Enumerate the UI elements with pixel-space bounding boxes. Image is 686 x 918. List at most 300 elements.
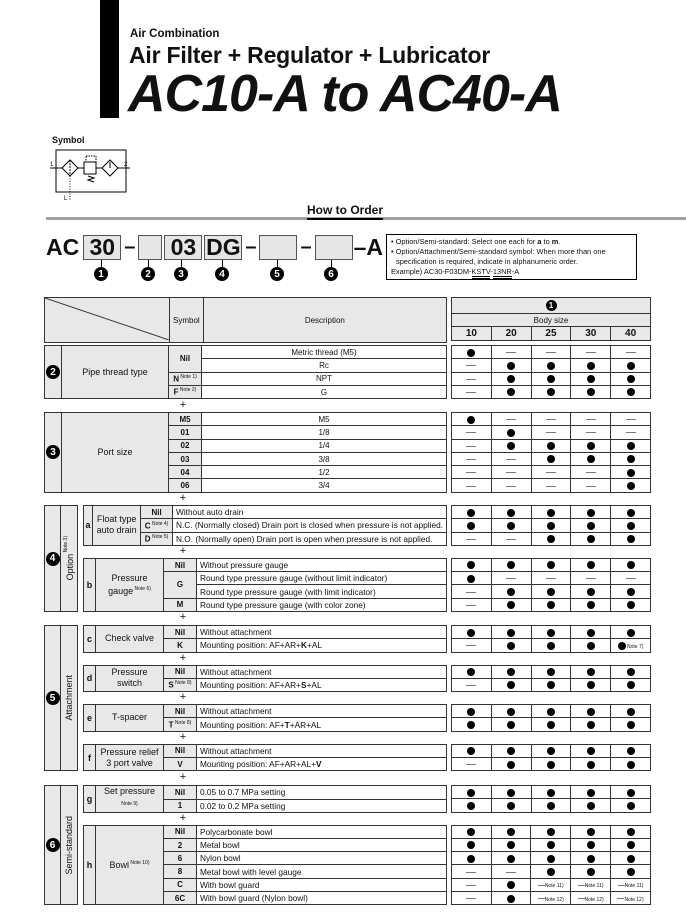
table-row [452, 585, 651, 598]
unavailable-dash-icon [506, 872, 516, 873]
available-dot-icon [467, 855, 475, 863]
availability-cell [571, 718, 611, 731]
availability-cell [531, 852, 571, 865]
table-row [84, 825, 447, 838]
symbol-header: Symbol [170, 298, 204, 343]
availability-cell [531, 439, 571, 452]
availability-cell: Note 11) [571, 878, 611, 891]
option-description: 3/8 [202, 452, 447, 465]
table-row [452, 413, 651, 426]
available-dot-icon [587, 828, 595, 836]
table-row [452, 878, 651, 891]
availability-cell [491, 572, 531, 585]
availability-cell [611, 532, 651, 545]
option-description: Mounting position: AF+T+AR+AL [197, 718, 447, 731]
availability-cell [491, 825, 531, 838]
availability-cell [452, 346, 492, 359]
table-row [452, 865, 651, 878]
table-header-left [44, 297, 447, 343]
available-dot-icon [627, 668, 635, 676]
available-dot-icon [587, 509, 595, 517]
table-row [452, 479, 651, 492]
available-dot-icon [587, 721, 595, 729]
available-dot-icon [467, 668, 475, 676]
section-3-table [44, 412, 447, 493]
unavailable-dash-icon [466, 379, 476, 380]
section-marker-2: 2 [46, 365, 60, 379]
subgroup-label: Set pressure $^{Note 9)}$ [96, 786, 164, 813]
option-description: Metric thread (M5) [202, 346, 447, 359]
availability-cell [611, 506, 651, 519]
note-line-3: specification is required, indicate in alphanumeric order. [396, 257, 578, 266]
svg-text:1: 1 [50, 162, 54, 168]
availability-cell [491, 665, 531, 678]
availability-cell [452, 639, 492, 652]
available-dot-icon [467, 721, 475, 729]
available-dot-icon [467, 349, 475, 357]
option-symbol: M [164, 598, 197, 611]
availability-cell [611, 665, 651, 678]
availability-cell [531, 359, 571, 372]
unavailable-dash-icon [466, 486, 476, 487]
subgroup-c-availability [451, 625, 651, 653]
marker-1: 1 [94, 267, 108, 281]
unavailable-dash-icon [466, 365, 476, 366]
availability-cell [452, 744, 492, 757]
availability-cell [452, 426, 492, 439]
subgroup-d-availability [451, 665, 651, 693]
unavailable-dash-icon [538, 885, 545, 886]
table-row [452, 892, 651, 905]
subgroup-d [83, 665, 447, 693]
subgroup-label: T-spacer [96, 705, 164, 732]
availability-cell [491, 865, 531, 878]
available-dot-icon [587, 708, 595, 716]
subgroup-a-availability [451, 505, 651, 546]
availability-cell [491, 878, 531, 891]
availability-cell [611, 825, 651, 838]
unavailable-dash-icon [506, 578, 516, 579]
option-symbol: S $^{Note 8)}$ [164, 678, 197, 691]
availability-cell [491, 519, 531, 532]
subgroup-letter: d [84, 665, 96, 692]
unavailable-dash-icon [506, 486, 516, 487]
option-description: G [202, 385, 447, 398]
availability-cell [611, 385, 651, 398]
table-row [452, 744, 651, 757]
option-description: Polycarbonate bowl [197, 825, 447, 838]
unavailable-dash-icon [586, 486, 596, 487]
table-row [452, 426, 651, 439]
option-description: Metal bowl [197, 838, 447, 851]
unavailable-dash-icon [466, 764, 476, 765]
availability-cell [452, 878, 492, 891]
option-symbol: V [164, 758, 197, 771]
code-option-box: DG [206, 233, 241, 260]
subgroup-f-availability [451, 744, 651, 772]
availability-cell [611, 439, 651, 452]
subgroup-h-availability [451, 825, 651, 906]
unavailable-dash-icon [546, 432, 556, 433]
availability-cell [571, 799, 611, 812]
table-row [452, 372, 651, 385]
available-dot-icon [547, 362, 555, 370]
option-symbol: 04 [169, 466, 202, 479]
available-dot-icon [627, 761, 635, 769]
availability-cell [531, 665, 571, 678]
availability-cell [491, 372, 531, 385]
table-row [452, 466, 651, 479]
product-title: AC10-A to AC40-A [128, 65, 562, 123]
section-2-table [44, 345, 447, 399]
available-dot-icon [507, 841, 515, 849]
unavailable-dash-icon [506, 472, 516, 473]
subgroup-b [83, 558, 447, 612]
available-dot-icon [507, 388, 515, 396]
availability-cell [571, 572, 611, 585]
section-label: Pipe thread type [62, 346, 169, 399]
subgroup-c [83, 625, 447, 653]
availability-cell [571, 413, 611, 426]
availability-cell [491, 892, 531, 905]
code-port-box: 03 [164, 235, 202, 260]
available-dot-icon [627, 522, 635, 530]
available-dot-icon [507, 561, 515, 569]
available-dot-icon [507, 642, 515, 650]
subgroup-label: Check valve [96, 626, 164, 653]
available-dot-icon [627, 601, 635, 609]
option-description: Without attachment [197, 744, 447, 757]
available-dot-icon [547, 561, 555, 569]
table-row [452, 665, 651, 678]
option-symbol: C $^{Note 4)}$ [141, 519, 173, 532]
unavailable-dash-icon [466, 432, 476, 433]
unavailable-dash-icon [466, 472, 476, 473]
unavailable-dash-icon [626, 432, 636, 433]
availability-cell [491, 506, 531, 519]
unavailable-dash-icon [538, 898, 545, 899]
unavailable-dash-icon [546, 578, 556, 579]
subgroup-letter: e [84, 705, 96, 732]
note-line-2: • Option/Attachment/Semi-standard symbol: When more than one [391, 247, 606, 256]
available-dot-icon [547, 721, 555, 729]
available-dot-icon [587, 588, 595, 596]
table-row [452, 718, 651, 731]
unavailable-dash-icon [466, 459, 476, 460]
availability-cell [531, 413, 571, 426]
subgroup-g-availability [451, 785, 651, 813]
unavailable-dash-icon [586, 472, 596, 473]
available-dot-icon [507, 629, 515, 637]
availability-cell [611, 705, 651, 718]
availability-cell [611, 572, 651, 585]
availability-cell [531, 838, 571, 851]
availability-cell [571, 825, 611, 838]
available-dot-icon [507, 828, 515, 836]
availability-cell [571, 758, 611, 771]
availability-cell [531, 598, 571, 611]
option-symbol: 06 [169, 479, 202, 492]
available-dot-icon [547, 375, 555, 383]
option-description: 0.02 to 0.2 MPa setting [197, 799, 447, 813]
available-dot-icon [627, 828, 635, 836]
availability-cell [491, 426, 531, 439]
code-attachment-box [259, 235, 297, 260]
available-dot-icon [587, 855, 595, 863]
availability-cell [452, 799, 492, 812]
code-semistandard-box [315, 235, 353, 260]
availability-cell [491, 585, 531, 598]
table-row [452, 359, 651, 372]
subgroup-letter: c [84, 626, 96, 653]
available-dot-icon [587, 442, 595, 450]
availability-cell [531, 385, 571, 398]
option-symbol: K [164, 639, 197, 652]
available-dot-icon [587, 375, 595, 383]
availability-cell [611, 865, 651, 878]
availability-cell [571, 359, 611, 372]
availability-cell [491, 626, 531, 639]
available-dot-icon [467, 629, 475, 637]
option-symbol: F $^{Note 2)}$ [169, 385, 202, 398]
option-symbol: Nil [164, 744, 197, 757]
option-description: With bowl guard [197, 878, 447, 891]
unavailable-dash-icon [466, 605, 476, 606]
availability-cell [611, 786, 651, 799]
table-row [452, 519, 651, 532]
available-dot-icon [627, 388, 635, 396]
availability-cell [452, 852, 492, 865]
availability-cell [611, 852, 651, 865]
availability-cell [452, 532, 492, 545]
subgroup-label: Bowl $^{Note 10)}$ [96, 825, 164, 905]
availability-cell [531, 372, 571, 385]
available-dot-icon [507, 881, 515, 889]
availability-cell [571, 385, 611, 398]
available-dot-icon [587, 668, 595, 676]
option-description: Without attachment [197, 665, 447, 678]
available-dot-icon [507, 362, 515, 370]
size-30-header: 30 [571, 327, 611, 340]
available-dot-icon [587, 601, 595, 609]
subgroup-label: Float type auto drain [93, 506, 141, 546]
table-row [452, 572, 651, 585]
availability-cell [491, 439, 531, 452]
option-description: Without attachment [197, 705, 447, 718]
table-row [452, 825, 651, 838]
section-marker-4: 4 [46, 552, 60, 566]
table-row [45, 346, 447, 359]
option-description: M5 [202, 413, 447, 426]
available-dot-icon [507, 588, 515, 596]
availability-cell: Note 12) [531, 892, 571, 905]
available-dot-icon [547, 681, 555, 689]
available-dot-icon [627, 509, 635, 517]
order-notes-box [386, 234, 637, 280]
plus-separator: + [179, 811, 187, 824]
section-marker-6: 6 [46, 838, 60, 852]
title-bar-decoration [100, 0, 119, 118]
available-dot-icon [627, 868, 635, 876]
pneumatic-symbol-icon [48, 148, 248, 208]
subgroup-letter: g [84, 786, 96, 813]
marker-5: 5 [270, 267, 284, 281]
availability-cell [491, 786, 531, 799]
availability-cell [452, 758, 492, 771]
option-symbol: C [164, 878, 197, 891]
table-row [452, 705, 651, 718]
availability-cell [531, 718, 571, 731]
availability-cell [571, 585, 611, 598]
available-dot-icon [547, 789, 555, 797]
option-symbol: Nil [164, 626, 197, 639]
section-label: Attachment [64, 675, 74, 721]
order-code [46, 233, 383, 261]
available-dot-icon [547, 642, 555, 650]
availability-cell [611, 466, 651, 479]
available-dot-icon [587, 868, 595, 876]
available-dot-icon [507, 681, 515, 689]
code-thread-box [138, 235, 162, 260]
availability-cell [531, 585, 571, 598]
availability-cell [452, 558, 492, 571]
unavailable-dash-icon [506, 459, 516, 460]
subgroup-a [83, 505, 447, 546]
available-dot-icon [627, 375, 635, 383]
subgroup-letter: f [84, 744, 96, 771]
option-description: Nylon bowl [197, 852, 447, 865]
available-dot-icon [507, 522, 515, 530]
option-symbol: 2 [164, 838, 197, 851]
availability-cell [491, 385, 531, 398]
available-dot-icon [547, 455, 555, 463]
available-dot-icon [587, 681, 595, 689]
availability-cell: Note 11) [611, 878, 651, 891]
note-example: Example) AC30-F03DM-KSTV-13NR-A [391, 267, 632, 277]
option-description: 0.05 to 0.7 MPa setting [197, 786, 447, 800]
availability-cell [571, 519, 611, 532]
option-description: Round type pressure gauge (with limit indicator) [197, 585, 447, 598]
subgroup-label: Pressure gauge $^{Note 6)}$ [96, 558, 164, 611]
unavailable-dash-icon [466, 592, 476, 593]
availability-cell [531, 758, 571, 771]
table-row [84, 705, 447, 718]
subgroup-g [83, 785, 447, 813]
subgroup-f [83, 744, 447, 772]
plus-separator: + [179, 611, 187, 623]
unavailable-dash-icon [466, 392, 476, 393]
availability-cell [491, 678, 531, 691]
availability-cell [611, 426, 651, 439]
availability-cell [531, 466, 571, 479]
unavailable-dash-icon [506, 539, 516, 540]
unavailable-dash-icon [618, 885, 625, 886]
availability-cell: Note 12) [571, 892, 611, 905]
availability-cell [491, 532, 531, 545]
availability-cell [452, 705, 492, 718]
available-dot-icon [507, 708, 515, 716]
plus-separator: + [179, 691, 187, 704]
option-description: Without auto drain [173, 506, 447, 519]
availability-cell [452, 718, 492, 731]
available-dot-icon [467, 828, 475, 836]
availability-cell [611, 799, 651, 812]
option-symbol: 1 [164, 799, 197, 813]
plus-separator: + [179, 730, 187, 743]
unavailable-dash-icon [546, 486, 556, 487]
diagonal-line-icon [45, 298, 169, 340]
availability-cell [491, 479, 531, 492]
available-dot-icon [547, 535, 555, 543]
availability-cell [452, 665, 492, 678]
available-dot-icon [587, 747, 595, 755]
subgroup-e [83, 704, 447, 732]
table-row [84, 506, 447, 519]
availability-cell [531, 572, 571, 585]
option-description: Without attachment [197, 626, 447, 639]
availability-cell [452, 892, 492, 905]
availability-cell [531, 865, 571, 878]
code-body-size-box: 30 [83, 235, 121, 260]
availability-cell [571, 598, 611, 611]
availability-cell [452, 413, 492, 426]
availability-cell [611, 479, 651, 492]
availability-cell [452, 519, 492, 532]
option-symbol: Nil [164, 665, 197, 678]
plus-separator: + [179, 651, 187, 664]
table-row [452, 532, 651, 545]
option-symbol: D $^{Note 5)}$ [141, 532, 173, 545]
subgroup-letter: b [84, 558, 96, 611]
size-25-header: 25 [531, 327, 571, 340]
availability-cell [571, 639, 611, 652]
availability-cell [531, 426, 571, 439]
availability-cell [571, 466, 611, 479]
availability-cell [571, 372, 611, 385]
availability-cell [571, 558, 611, 571]
availability-cell [452, 838, 492, 851]
available-dot-icon [547, 522, 555, 530]
option-description: Rc [202, 359, 447, 372]
availability-cell [491, 413, 531, 426]
code-suffix: –A [353, 233, 384, 260]
availability-cell [452, 825, 492, 838]
option-description: Round type pressure gauge (with color zone) [197, 598, 447, 611]
availability-cell [452, 865, 492, 878]
availability-cell [452, 359, 492, 372]
available-dot-icon [547, 841, 555, 849]
marker-2: 2 [141, 267, 155, 281]
available-dot-icon [587, 789, 595, 797]
table-header-right [451, 297, 651, 341]
availability-cell [611, 598, 651, 611]
option-symbol: Nil [164, 558, 197, 571]
available-dot-icon [467, 802, 475, 810]
unavailable-dash-icon [586, 419, 596, 420]
description-header: Description [203, 298, 446, 343]
available-dot-icon [547, 855, 555, 863]
available-dot-icon [507, 601, 515, 609]
available-dot-icon [627, 455, 635, 463]
available-dot-icon [627, 747, 635, 755]
availability-cell [452, 786, 492, 799]
availability-cell [452, 372, 492, 385]
availability-cell [571, 744, 611, 757]
availability-cell: Note 12) [611, 892, 651, 905]
available-dot-icon [627, 721, 635, 729]
availability-cell [531, 825, 571, 838]
available-dot-icon [467, 561, 475, 569]
